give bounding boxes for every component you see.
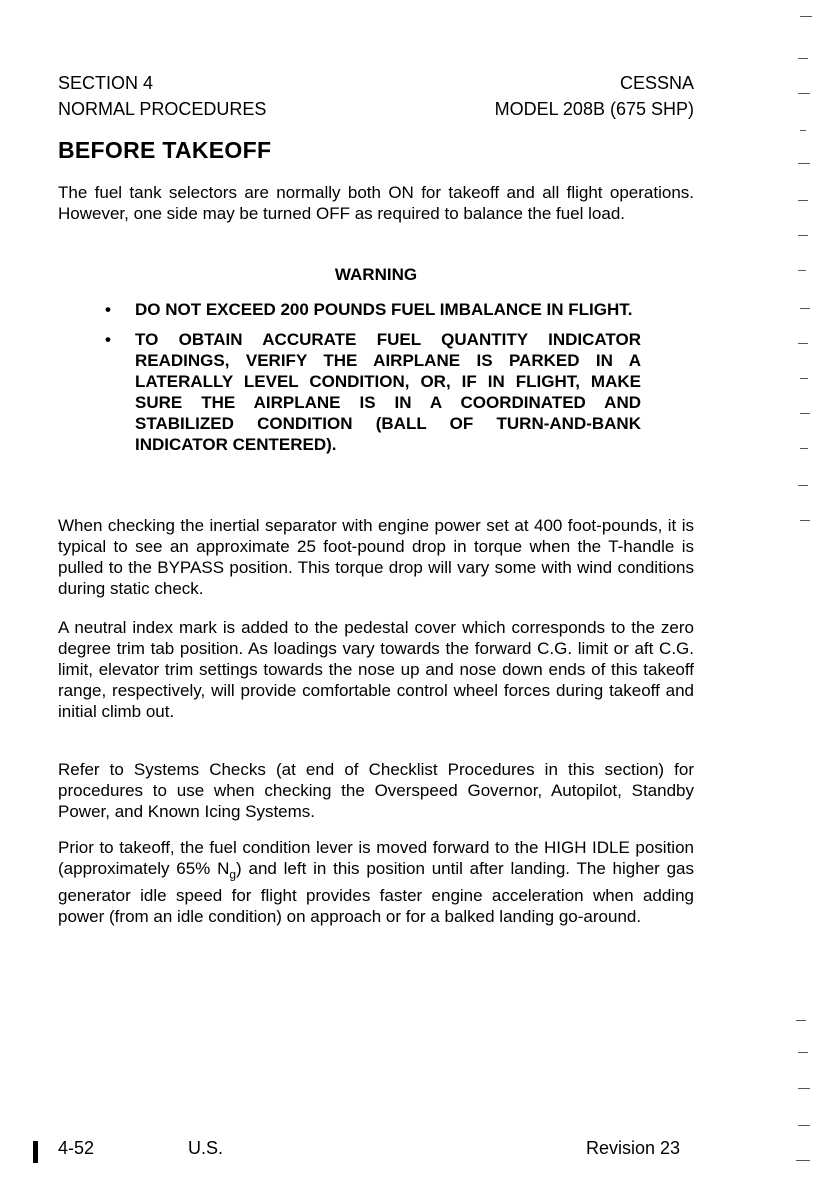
aircraft-model: MODEL 208B (675 SHP)	[494, 99, 694, 119]
page-number: 4-52	[58, 1138, 95, 1158]
manufacturer: CESSNA	[619, 73, 694, 93]
high-idle-text-end: ) and left in this position until after landing. The higher gas generator idle speed for flight provides faster engine acceleration when adding power (from an idle condition) on approach or for a balked landing go-around.	[58, 859, 694, 927]
scan-edge-marks	[770, 0, 840, 1187]
warning-list	[105, 299, 641, 464]
intro-paragraph: The fuel tank selectors are normally both ON for takeoff and all flight operations. However, one side may be turned OFF as required to balance the fuel load.	[58, 183, 694, 223]
systems-checks-paragraph: Refer to Systems Checks (at end of Checklist Procedures in this section) for procedures to use when checking the Overspeed Governor, Autopilot, Standby Power, and Known Icing Systems.	[58, 760, 694, 821]
bullet-icon: •	[105, 300, 111, 319]
ng-subscript: g	[229, 867, 237, 882]
warning-item-text: DO NOT EXCEED 200 POUNDS FUEL IMBALANCE IN FLIGHT.	[135, 300, 633, 319]
revision-bar	[33, 1141, 38, 1163]
trim-paragraph: A neutral index mark is added to the pedestal cover which corresponds to the zero degree trim tab position. As loadings vary towards the forward C.G. limit or aft C.G. limit, elevator trim settings towards the nose up and nose down ends of this takeoff range, respectively, will provide comfortable control wheel forces during takeoff and initial climb out.	[58, 618, 694, 721]
high-idle-text-start: Prior to takeoff, the fuel condition lever is moved forward to the HIGH IDLE position (approximately 65% N	[58, 838, 694, 878]
warning-item-text: TO OBTAIN ACCURATE FUEL QUANTITY INDICATOR READINGS, VERIFY THE AIRPLANE IS PARKED IN A LATERALLY LEVEL CONDITION, OR, IF IN FLIGHT, MAKE SURE THE AIRPLANE IS IN A COORDINATED AND STABILIZED CONDITION (BALL OF TURN-AND-BANK INDICATOR CENTERED).	[135, 330, 641, 454]
bullet-icon: •	[105, 330, 111, 349]
page-header	[58, 70, 694, 122]
inertial-separator-paragraph: When checking the inertial separator with engine power set at 400 foot-pounds, it is typical to see an approximate 25 foot-pound drop in torque when the T-handle is pulled to the BYPASS position. This torque drop will vary some with wind conditions during static check.	[58, 516, 694, 598]
region-label: U.S.	[188, 1138, 224, 1158]
section-title: NORMAL PROCEDURES	[58, 99, 267, 119]
warning-item	[105, 329, 641, 455]
section-number: SECTION 4	[58, 73, 154, 93]
high-idle-paragraph	[58, 837, 694, 927]
warning-heading: WARNING	[334, 265, 418, 284]
page-title: BEFORE TAKEOFF	[58, 137, 272, 163]
revision-label: Revision 23	[586, 1138, 681, 1158]
warning-item	[105, 299, 641, 320]
